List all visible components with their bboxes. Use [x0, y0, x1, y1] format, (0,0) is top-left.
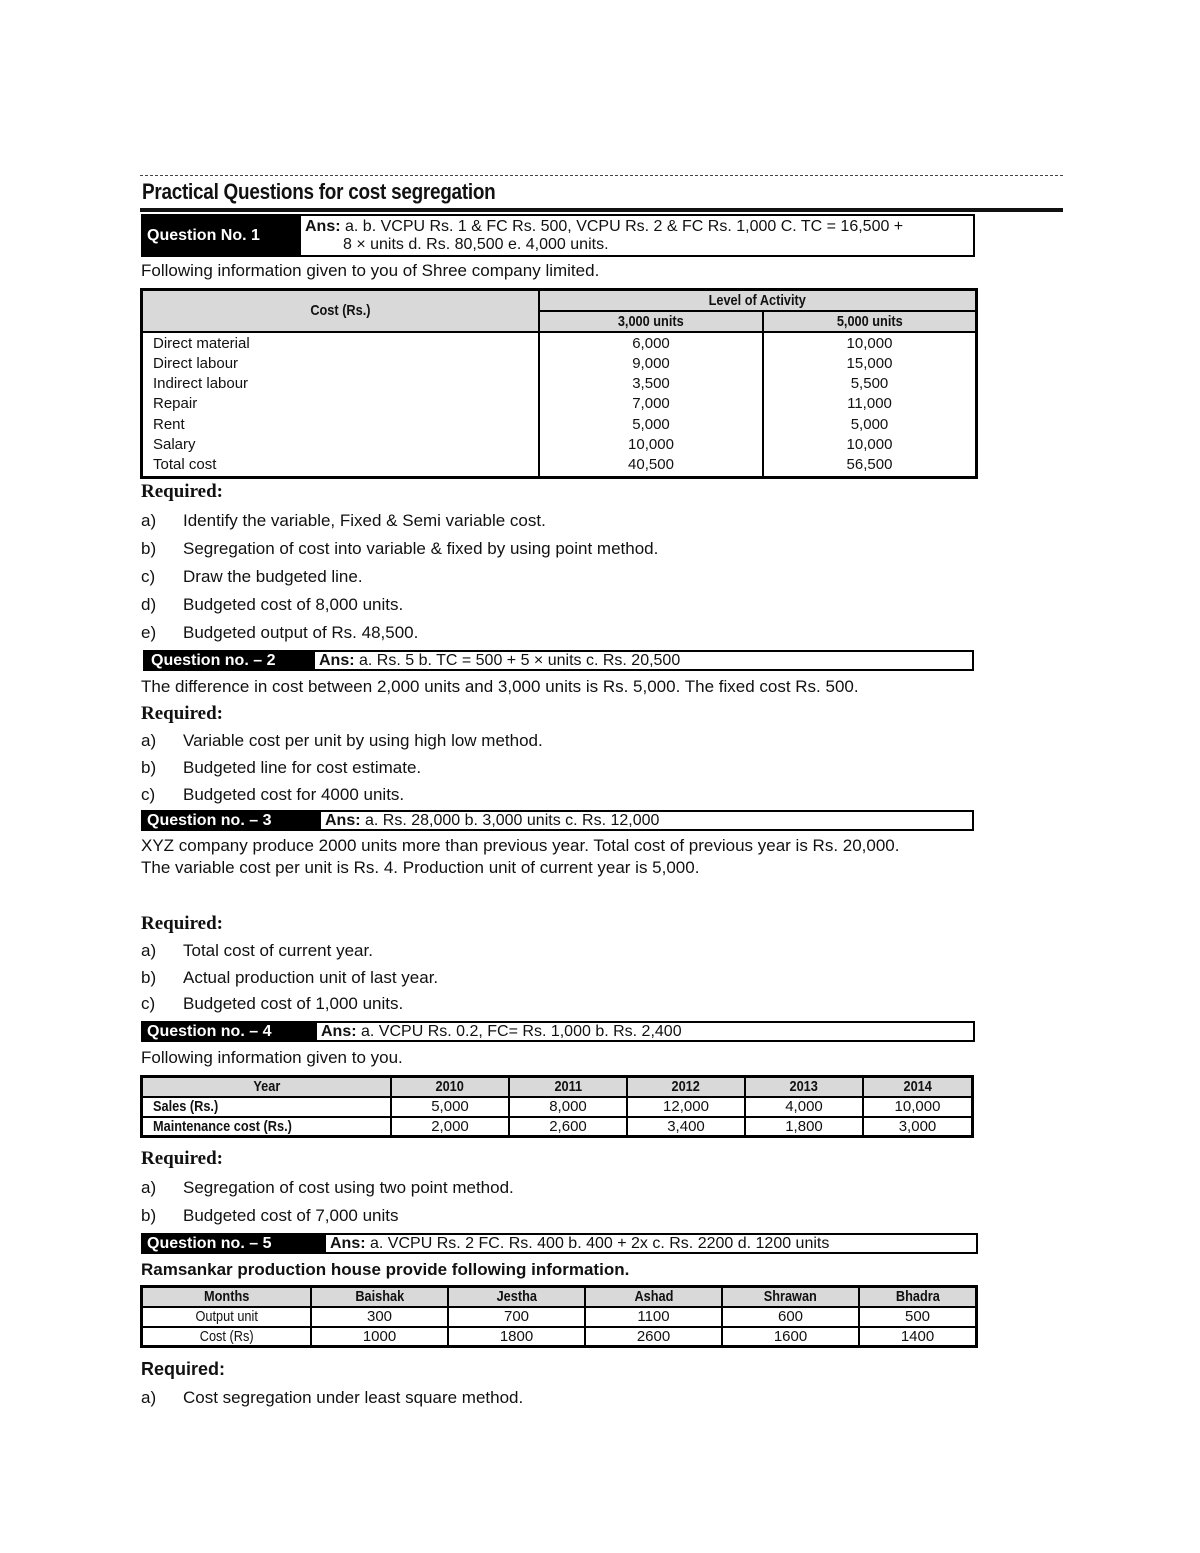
cell: 2600 [585, 1327, 722, 1347]
question-1-answer [299, 214, 975, 257]
header-cell: Baishak [311, 1287, 448, 1307]
question-4-table [140, 1075, 974, 1138]
header-cell: Months [142, 1287, 312, 1307]
row-label: Indirect labour [153, 375, 249, 393]
cost-header: Cost (Rs.) [142, 290, 540, 332]
header-cell: 2014 [863, 1077, 973, 1097]
cell: 4,000 [745, 1097, 863, 1117]
cell: 1600 [722, 1327, 859, 1347]
cell: 300 [311, 1307, 448, 1327]
cost-names-column [142, 332, 540, 478]
list-item: b) Segregation of cost into variable & fixed by using point method. [141, 539, 659, 558]
table-row [142, 1307, 977, 1327]
answer-text: a. VCPU Rs. 2 FC. Rs. 400 b. 400 + 2x c. Rs. 2200 d. 1200 units [365, 1235, 830, 1252]
page-title: Practical Questions for cost segregation [142, 179, 496, 204]
table-row [142, 1327, 977, 1347]
question-1-label: Question No. 1 [141, 214, 301, 257]
answer-text: a. Rs. 5 b. TC = 500 + 5 × units c. Rs. 20,500 [354, 652, 681, 669]
row-label: Output unit [142, 1307, 312, 1327]
header-cell: Year [142, 1077, 392, 1097]
col-5000-units: 5,000 units [763, 311, 977, 332]
cell: 40,500 [628, 456, 674, 474]
header-cell: 2011 [509, 1077, 627, 1097]
answer-prefix: Ans: [321, 1023, 357, 1040]
row-label: Rent [153, 415, 185, 433]
header-cell: Jestha [448, 1287, 585, 1307]
answer-prefix: Ans: [319, 652, 355, 669]
row-label: Total cost [153, 456, 217, 474]
cell: 56,500 [846, 456, 893, 474]
row-label: Maintenance cost (Rs.) [142, 1117, 392, 1137]
cell: 3,500 [632, 375, 670, 393]
question-2-label: Question no. – 2 [143, 650, 315, 671]
cell: 15,000 [846, 354, 893, 372]
cell: 1100 [585, 1307, 722, 1327]
top-dashed-rule [140, 175, 1063, 176]
cell: 1,800 [745, 1117, 863, 1137]
question-1-table [140, 288, 978, 479]
list-item: a) Cost segregation under least square method. [141, 1388, 524, 1407]
cell: 5,500 [850, 375, 889, 393]
list-item: a) Variable cost per unit by using high low method. [141, 731, 543, 750]
list-item: a) Segregation of cost using two point method. [141, 1178, 514, 1197]
row-label: Salary [153, 435, 196, 453]
question-4-label: Question no. – 4 [141, 1021, 317, 1042]
question-5-table [140, 1285, 978, 1348]
intro-line-2: The variable cost per unit is Rs. 4. Production unit of current year is 5,000. [141, 858, 700, 877]
cell: 10,000 [863, 1097, 973, 1117]
cell: 3,000 [863, 1117, 973, 1137]
answer-prefix: Ans: [330, 1235, 366, 1252]
list-item: b) Budgeted line for cost estimate. [141, 758, 422, 777]
question-3-answer [319, 810, 974, 831]
cell: 5,000 [850, 415, 889, 433]
cell: 2,000 [391, 1117, 509, 1137]
cell: 2,600 [509, 1117, 627, 1137]
list-item: c) Budgeted cost of 1,000 units. [141, 994, 404, 1013]
cell: 8,000 [509, 1097, 627, 1117]
required-heading: Required: [141, 481, 223, 502]
cell: 10,000 [628, 435, 674, 453]
cell: 5,000 [391, 1097, 509, 1117]
cell: 9,000 [632, 354, 670, 372]
cell: 11,000 [847, 395, 892, 413]
row-label: Repair [153, 395, 198, 413]
answer-text: a. Rs. 28,000 b. 3,000 units c. Rs. 12,000 [360, 812, 660, 829]
header-cell: 2013 [745, 1077, 863, 1097]
question-5-answer [324, 1233, 978, 1254]
cell: 10,000 [846, 334, 893, 352]
question-1-intro: Following information given to you of Shree company limited. [141, 261, 600, 280]
list-item: b) Actual production unit of last year. [141, 968, 439, 987]
cell: 10,000 [846, 435, 893, 453]
intro-line-1: XYZ company produce 2000 units more than previous year. Total cost of previous year is Rs. 20,000. [141, 836, 900, 855]
question-3-intro [141, 835, 1061, 879]
cell: 12,000 [627, 1097, 745, 1117]
question-2-answer [313, 650, 974, 671]
list-item: c) Budgeted cost for 4000 units. [141, 785, 405, 804]
cell: 600 [722, 1307, 859, 1327]
cell: 5,000 [632, 415, 670, 433]
header-cell: Bhadra [859, 1287, 977, 1307]
answer-text: a. VCPU Rs. 0.2, FC= Rs. 1,000 b. Rs. 2,400 [356, 1023, 682, 1040]
required-heading: Required: [141, 1148, 223, 1169]
question-2-intro: The difference in cost between 2,000 units and 3,000 units is Rs. 5,000. The fixed cost Rs. 500. [141, 677, 859, 696]
values-5000-column [763, 332, 977, 478]
list-item: b) Budgeted cost of 7,000 units [141, 1206, 399, 1225]
question-5-intro: Ramsankar production house provide following information. [141, 1260, 630, 1279]
cell: 1400 [859, 1327, 977, 1347]
level-of-activity-header: Level of Activity [539, 290, 977, 311]
title-rule [140, 208, 1063, 212]
table-row [142, 1117, 973, 1137]
list-item: c) Draw the budgeted line. [141, 567, 363, 586]
required-heading: Required: [141, 703, 223, 724]
cell: 700 [448, 1307, 585, 1327]
row-label: Sales (Rs.) [142, 1097, 392, 1117]
question-4-intro: Following information given to you. [141, 1048, 403, 1067]
answer-line-2: 8 × units d. Rs. 80,500 e. 4,000 units. [343, 236, 609, 253]
header-cell: 2010 [391, 1077, 509, 1097]
cell: 1000 [311, 1327, 448, 1347]
header-cell: Ashad [585, 1287, 722, 1307]
list-item: a) Identify the variable, Fixed & Semi variable cost. [141, 511, 546, 530]
header-cell: 2012 [627, 1077, 745, 1097]
values-3000-column [539, 332, 763, 478]
required-heading: Required: [141, 1359, 226, 1379]
answer-line-1: a. b. VCPU Rs. 1 & FC Rs. 500, VCPU Rs. 2 & FC Rs. 1,000 C. TC = 16,500 + [340, 218, 904, 235]
question-4-answer [315, 1021, 975, 1042]
row-label: Direct labour [153, 354, 239, 372]
answer-prefix: Ans: [305, 218, 341, 235]
cell: 3,400 [627, 1117, 745, 1137]
row-label: Cost (Rs) [142, 1327, 312, 1347]
list-item: d) Budgeted cost of 8,000 units. [141, 595, 404, 614]
list-item: a) Total cost of current year. [141, 941, 373, 960]
table-row [142, 1097, 973, 1117]
header-cell: Shrawan [722, 1287, 859, 1307]
cell: 6,000 [632, 334, 670, 352]
cell: 1800 [448, 1327, 585, 1347]
question-5-label: Question no. – 5 [141, 1233, 326, 1254]
required-heading: Required: [141, 913, 223, 934]
row-label: Direct material [153, 334, 250, 352]
cell: 7,000 [632, 395, 670, 413]
question-3-label: Question no. – 3 [141, 810, 321, 831]
cell: 500 [859, 1307, 977, 1327]
answer-prefix: Ans: [325, 812, 361, 829]
list-item: e) Budgeted output of Rs. 48,500. [141, 623, 419, 642]
col-3000-units: 3,000 units [539, 311, 763, 332]
